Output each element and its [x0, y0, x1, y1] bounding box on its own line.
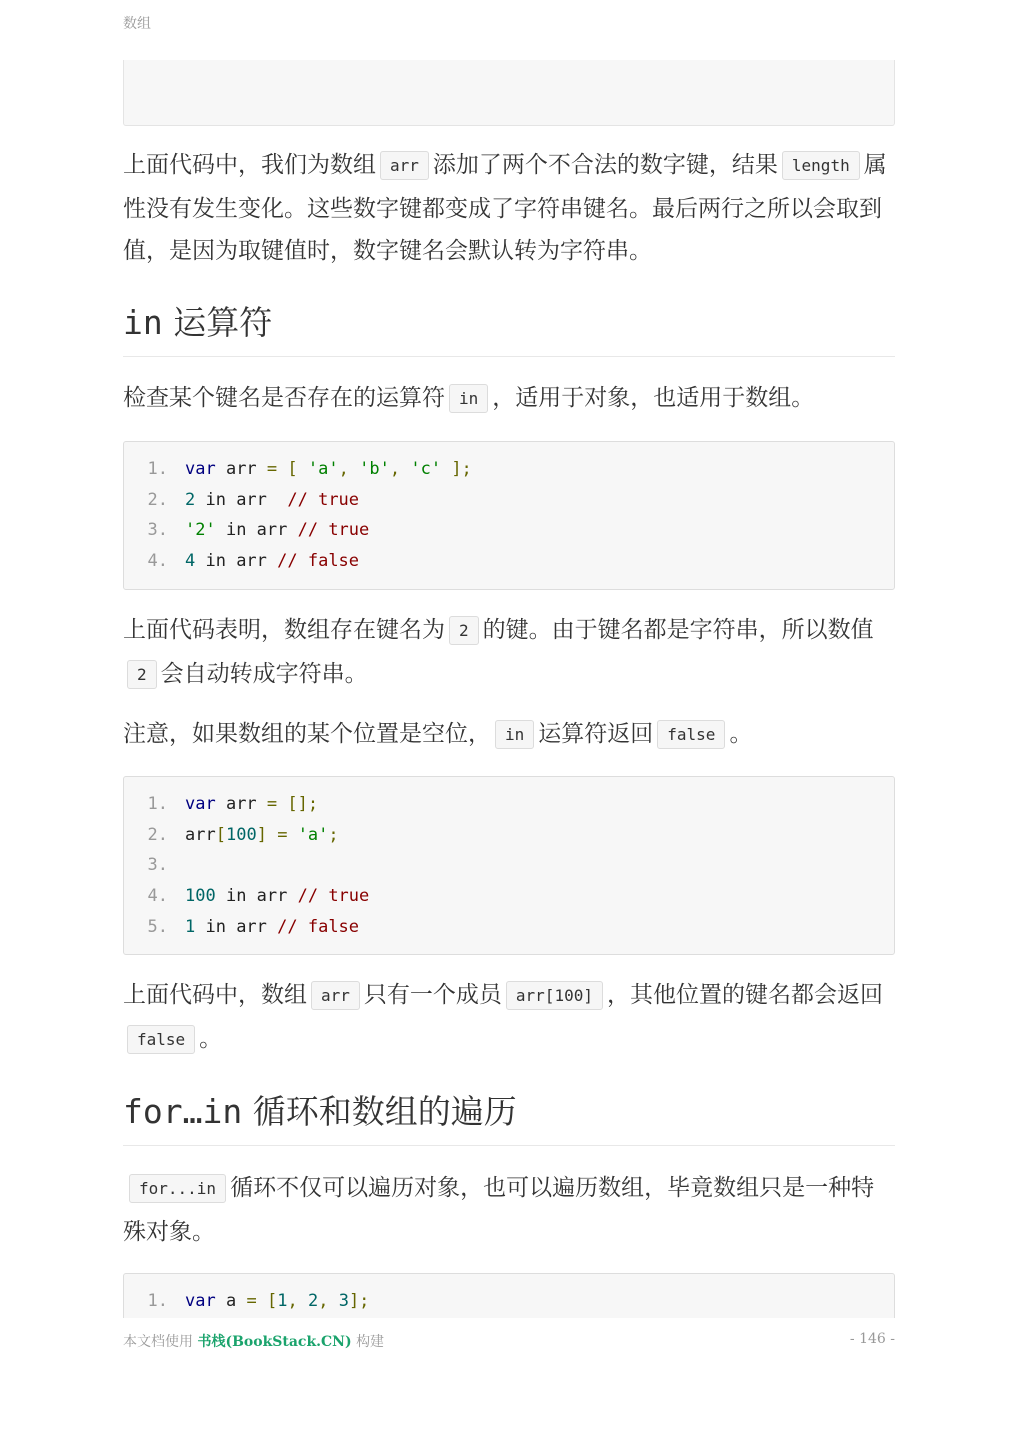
- code-token: 100: [225, 824, 257, 845]
- line-number: 1.: [147, 459, 168, 479]
- code-token: [277, 794, 287, 814]
- code-token: =: [277, 824, 288, 845]
- code-token: a: [215, 1291, 247, 1311]
- inline-code-arr100: arr[100]: [506, 981, 603, 1010]
- text: 。: [729, 721, 753, 747]
- inline-code-false: false: [127, 1025, 195, 1054]
- code-token: [];: [287, 794, 319, 814]
- line-number: 2.: [147, 489, 168, 510]
- line-number: 5.: [147, 916, 168, 937]
- code-token: ];: [348, 1291, 370, 1311]
- code-token: // true: [287, 489, 360, 510]
- code-block-2: [123, 776, 895, 955]
- text: 上面代码中，我们为数组: [123, 152, 376, 178]
- code-token: // true: [297, 520, 370, 541]
- code-token: [257, 1291, 267, 1311]
- code-token: ,: [287, 1291, 298, 1311]
- code-token: =: [266, 794, 278, 814]
- line-number: 4.: [147, 886, 168, 907]
- code-token: =: [266, 459, 278, 479]
- page-footer: [123, 1331, 895, 1351]
- code-token: var: [185, 1291, 216, 1311]
- paragraph-3: [123, 609, 895, 697]
- code-token: in arr: [215, 520, 298, 541]
- code-token: [441, 459, 451, 479]
- code-token: [328, 1291, 338, 1311]
- line-number: 4.: [147, 551, 168, 572]
- code-token: 'a': [307, 459, 339, 479]
- code-token: 4: [185, 551, 196, 572]
- text: ，其他位置的键名都会返回: [606, 982, 883, 1008]
- text: 上面代码中，数组: [123, 982, 307, 1008]
- footer-prefix: 本文档使用: [123, 1334, 193, 1350]
- code-block-1: [123, 441, 895, 590]
- line-number: 3.: [147, 520, 168, 541]
- code-line: [124, 485, 894, 516]
- code-token: '2': [185, 520, 216, 541]
- inline-code-arr: arr: [380, 151, 429, 180]
- code-token: [: [266, 1291, 278, 1311]
- line-number: 1.: [147, 1291, 168, 1311]
- code-token: in arr: [195, 489, 288, 510]
- code-token: var: [185, 459, 216, 479]
- code-token: [277, 459, 287, 479]
- text: 注意，如果数组的某个位置是空位，: [123, 721, 491, 747]
- page-number: - 146 -: [849, 1331, 895, 1347]
- code-line: [124, 546, 894, 577]
- text: 上面代码表明，数组存在键名为: [123, 617, 445, 643]
- code-token: in arr: [195, 916, 278, 937]
- line-number: 2.: [147, 824, 168, 845]
- line-number: 1.: [147, 794, 168, 814]
- text: 的键。由于键名都是字符串，所以数值: [482, 617, 874, 643]
- previous-code-block-end: [123, 60, 895, 126]
- code-line: [124, 912, 894, 943]
- code-line: [124, 789, 894, 820]
- footer-brand-link[interactable]: 书栈(BookStack.CN): [197, 1334, 352, 1350]
- text: 。: [199, 1026, 223, 1052]
- code-block-3: [123, 1273, 895, 1318]
- code-token: [287, 825, 297, 845]
- code-token: 3: [338, 1291, 349, 1311]
- heading-text: 循环和数组的遍历: [252, 1092, 517, 1131]
- code-line: [124, 820, 894, 851]
- code-token: var: [185, 794, 216, 814]
- code-token: in arr: [215, 886, 298, 907]
- code-line: [124, 850, 894, 881]
- text: 只有一个成员: [363, 982, 502, 1008]
- code-token: 1: [277, 1291, 288, 1311]
- section-heading-for-in: [123, 1087, 895, 1146]
- text: 检查某个键名是否存在的运算符: [123, 385, 445, 411]
- text: 运算符返回: [538, 721, 654, 747]
- code-token: [298, 459, 308, 479]
- code-line: [124, 515, 894, 546]
- code-line: [124, 454, 894, 485]
- code-token: arr: [215, 459, 267, 479]
- code-token: [267, 825, 277, 845]
- paragraph-4: [123, 713, 895, 757]
- line-number: 3.: [147, 855, 168, 876]
- code-token: ,: [338, 459, 349, 479]
- inline-code-length: length: [782, 151, 860, 180]
- text: 添加了两个不合法的数字键，结果: [432, 152, 778, 178]
- code-token: 100: [185, 886, 216, 907]
- paragraph-6: [123, 1167, 895, 1253]
- code-token: [: [287, 459, 298, 479]
- code-token: ];: [451, 459, 472, 479]
- heading-text: 运算符: [173, 303, 273, 342]
- code-token: 'c': [410, 459, 442, 479]
- code-line: [124, 1286, 894, 1317]
- heading-code: for…in: [123, 1092, 243, 1131]
- code-token: [400, 459, 410, 479]
- text: 会自动转成字符串。: [160, 661, 368, 687]
- code-token: 'b': [359, 459, 390, 479]
- paragraph-1: [123, 144, 895, 272]
- inline-code-arr: arr: [311, 981, 360, 1010]
- code-token: // false: [277, 551, 360, 572]
- inline-code-in: in: [449, 384, 488, 413]
- code-token: ,: [389, 459, 401, 479]
- code-token: [349, 459, 359, 479]
- code-token: 2: [185, 489, 196, 510]
- code-token: [298, 1291, 308, 1311]
- inline-code-2: 2: [127, 660, 157, 689]
- footer-suffix: 构建: [356, 1334, 385, 1350]
- content-area: [123, 0, 895, 1318]
- text: 循环不仅可以遍历对象，也可以遍历数组，毕竟数组只是一种特殊对象。: [123, 1175, 875, 1245]
- page-header-section: 数组: [123, 16, 151, 32]
- inline-code-2: 2: [449, 616, 479, 645]
- code-token: // false: [277, 916, 360, 937]
- code-token: arr: [215, 794, 267, 814]
- code-token: in arr: [195, 551, 278, 572]
- code-token: arr: [185, 824, 216, 845]
- code-token: 'a': [297, 824, 329, 845]
- code-token: ;: [328, 824, 339, 845]
- code-line: [124, 881, 894, 912]
- code-token: // true: [297, 886, 370, 907]
- paragraph-5: [123, 974, 895, 1062]
- inline-code-in: in: [495, 720, 534, 749]
- code-token: 2: [307, 1291, 319, 1311]
- text: ，适用于对象，也适用于数组。: [492, 385, 815, 411]
- paragraph-2: [123, 377, 895, 421]
- code-token: 1: [185, 916, 196, 937]
- code-token: ]: [256, 824, 267, 845]
- code-token: ,: [318, 1291, 329, 1311]
- heading-code: in: [123, 303, 163, 342]
- inline-code-false: false: [657, 720, 725, 749]
- text: 属性没有发生变化。这些数字键都变成了字符串键名。最后两行之所以会取到值，是因为取键值时，数字键名会默认转为字符串。: [123, 152, 887, 264]
- code-token: [: [215, 824, 226, 845]
- code-token: =: [246, 1291, 257, 1311]
- section-heading-in: [123, 298, 895, 357]
- inline-code-for-in: for...in: [129, 1174, 226, 1203]
